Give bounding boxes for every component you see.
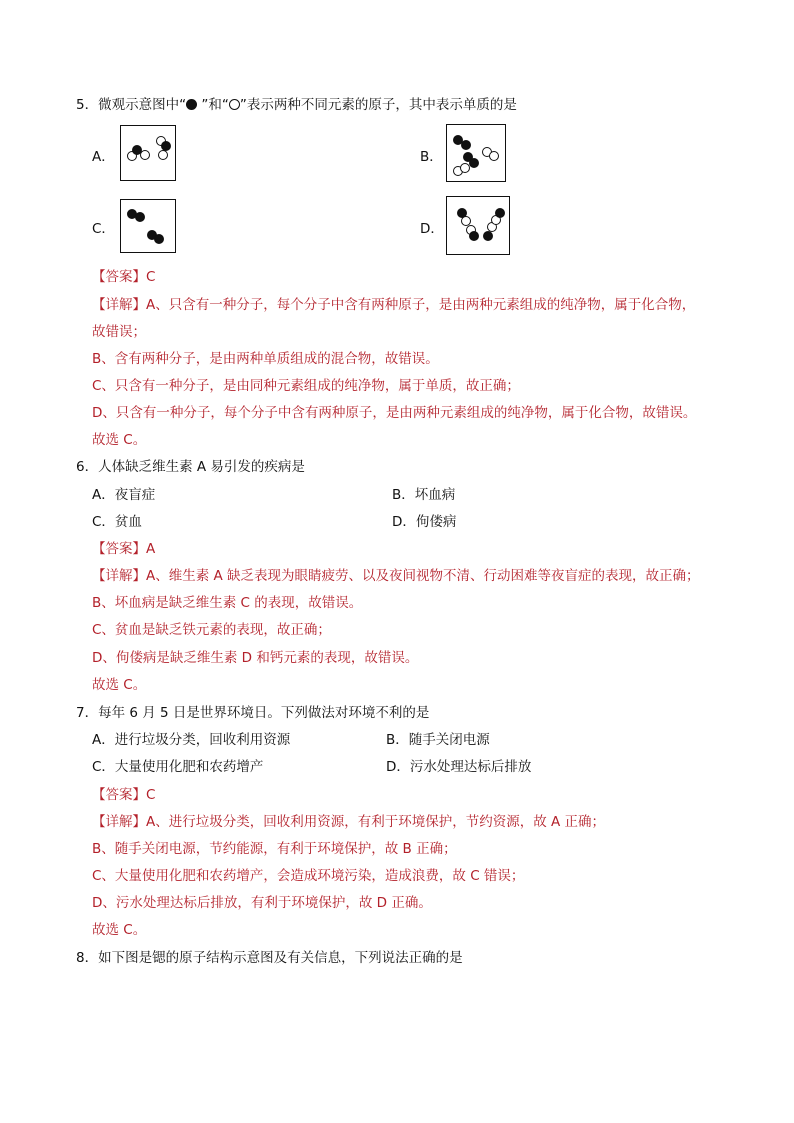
q5-option-b-label: B． <box>420 149 443 165</box>
q5-answer <box>92 268 155 286</box>
open-circle-icon <box>229 99 240 110</box>
q5-option-d-label: D． <box>420 221 444 237</box>
q5-detail-line-6: 故选 C。 <box>92 432 147 448</box>
molecule-atom-open <box>140 150 150 160</box>
answer-label: 【答案】 <box>92 541 146 557</box>
q6-detail-line-3: C、贫血是缺乏铁元素的表现，故正确； <box>92 622 331 638</box>
q6-option-d: D．佝偻病 <box>392 514 457 530</box>
answer-label: 【答案】 <box>92 269 146 285</box>
detail-label: 【详解】 <box>92 814 146 830</box>
q5-option-b-diagram <box>446 124 506 182</box>
q6-detail-line-2: B、坏血病是缺乏维生素 C 的表现，故错误。 <box>92 595 363 611</box>
detail-label: 【详解】 <box>92 568 146 584</box>
q5-detail-line-5: D、只含有一种分子，每个分子中含有两种原子，是由两种元素组成的纯净物，属于化合物，故错误。 <box>92 405 697 421</box>
q5-detail-line-1 <box>92 296 695 314</box>
q6-detail-line-1 <box>92 567 700 585</box>
filled-circle-icon <box>186 99 197 110</box>
q5-option-d-diagram <box>446 196 510 255</box>
q5-stem-part: ”表示两种不同元素的原子，其中表示单质的是 <box>239 97 517 113</box>
q6-answer <box>92 540 155 558</box>
molecule-atom-open <box>158 150 168 160</box>
molecule-atom-filled <box>495 208 505 218</box>
q5-stem-part: 5．微观示意图中“ <box>76 97 187 113</box>
molecule-atom-filled <box>469 158 479 168</box>
detail-text: A、维生素 A 缺乏表现为眼睛疲劳、以及夜间视物不清、行动困难等夜盲症的表现，故正确； <box>146 568 700 584</box>
q7-option-a: A．进行垃圾分类，回收利用资源 <box>92 732 291 748</box>
answer-value: C <box>146 787 156 803</box>
molecule-atom-open <box>460 163 470 173</box>
q7-option-b: B．随手关闭电源 <box>386 732 490 748</box>
q5-stem <box>76 96 517 114</box>
q7-detail-line-1 <box>92 813 605 831</box>
q5-stem-part: ”和“ <box>197 97 229 113</box>
q7-detail-line-3: C、大量使用化肥和农药增产，会造成环境污染，造成浪费，故 C 错误； <box>92 868 525 884</box>
q5-detail-line-3: B、含有两种分子，是由两种单质组成的混合物，故错误。 <box>92 351 439 367</box>
q7-option-d: D．污水处理达标后排放 <box>386 759 532 775</box>
q7-answer <box>92 786 155 804</box>
q5-detail-line-2: 故错误； <box>92 324 146 340</box>
molecule-atom-filled <box>469 231 479 241</box>
molecule-atom-filled <box>483 231 493 241</box>
answer-value: C <box>146 269 156 285</box>
detail-label: 【详解】 <box>92 297 146 313</box>
q7-detail-line-4: D、污水处理达标后排放，有利于环境保护，故 D 正确。 <box>92 895 432 911</box>
q7-detail-line-2: B、随手关闭电源，节约能源，有利于环境保护，故 B 正确； <box>92 841 457 857</box>
q7-stem: 7．每年 6 月 5 日是世界环境日。下列做法对环境不利的是 <box>76 705 430 721</box>
q6-option-c: C．贫血 <box>92 514 142 530</box>
q5-option-c-label: C． <box>92 221 115 237</box>
q5-option-a-label: A． <box>92 149 115 165</box>
q6-option-a: A．夜盲症 <box>92 487 156 503</box>
detail-text: A、进行垃圾分类，回收利用资源，有利于环境保护，节约资源，故 A 正确； <box>146 814 606 830</box>
q6-detail-line-5: 故选 C。 <box>92 677 147 693</box>
q7-option-c: C．大量使用化肥和农药增产 <box>92 759 264 775</box>
molecule-atom-open <box>489 151 499 161</box>
detail-text: A、只含有一种分子，每个分子中含有两种原子，是由两种元素组成的纯净物，属于化合物， <box>146 297 696 313</box>
q8-stem: 8．如下图是锶的原子结构示意图及有关信息，下列说法正确的是 <box>76 950 463 966</box>
q5-option-c-diagram <box>120 199 176 253</box>
answer-value: A <box>146 541 156 557</box>
answer-label: 【答案】 <box>92 787 146 803</box>
q5-detail-line-4: C、只含有一种分子，是由同种元素组成的纯净物，属于单质，故正确； <box>92 378 520 394</box>
q5-option-a-diagram <box>120 125 176 181</box>
q7-detail-line-5: 故选 C。 <box>92 922 147 938</box>
molecule-atom-filled <box>135 212 145 222</box>
molecule-atom-filled <box>461 140 471 150</box>
q6-option-b: B．坏血病 <box>392 487 456 503</box>
q6-detail-line-4: D、佝偻病是缺乏维生素 D 和钙元素的表现，故错误。 <box>92 650 419 666</box>
molecule-atom-filled <box>154 234 164 244</box>
q6-stem: 6．人体缺乏维生素 A 易引发的疾病是 <box>76 459 305 475</box>
